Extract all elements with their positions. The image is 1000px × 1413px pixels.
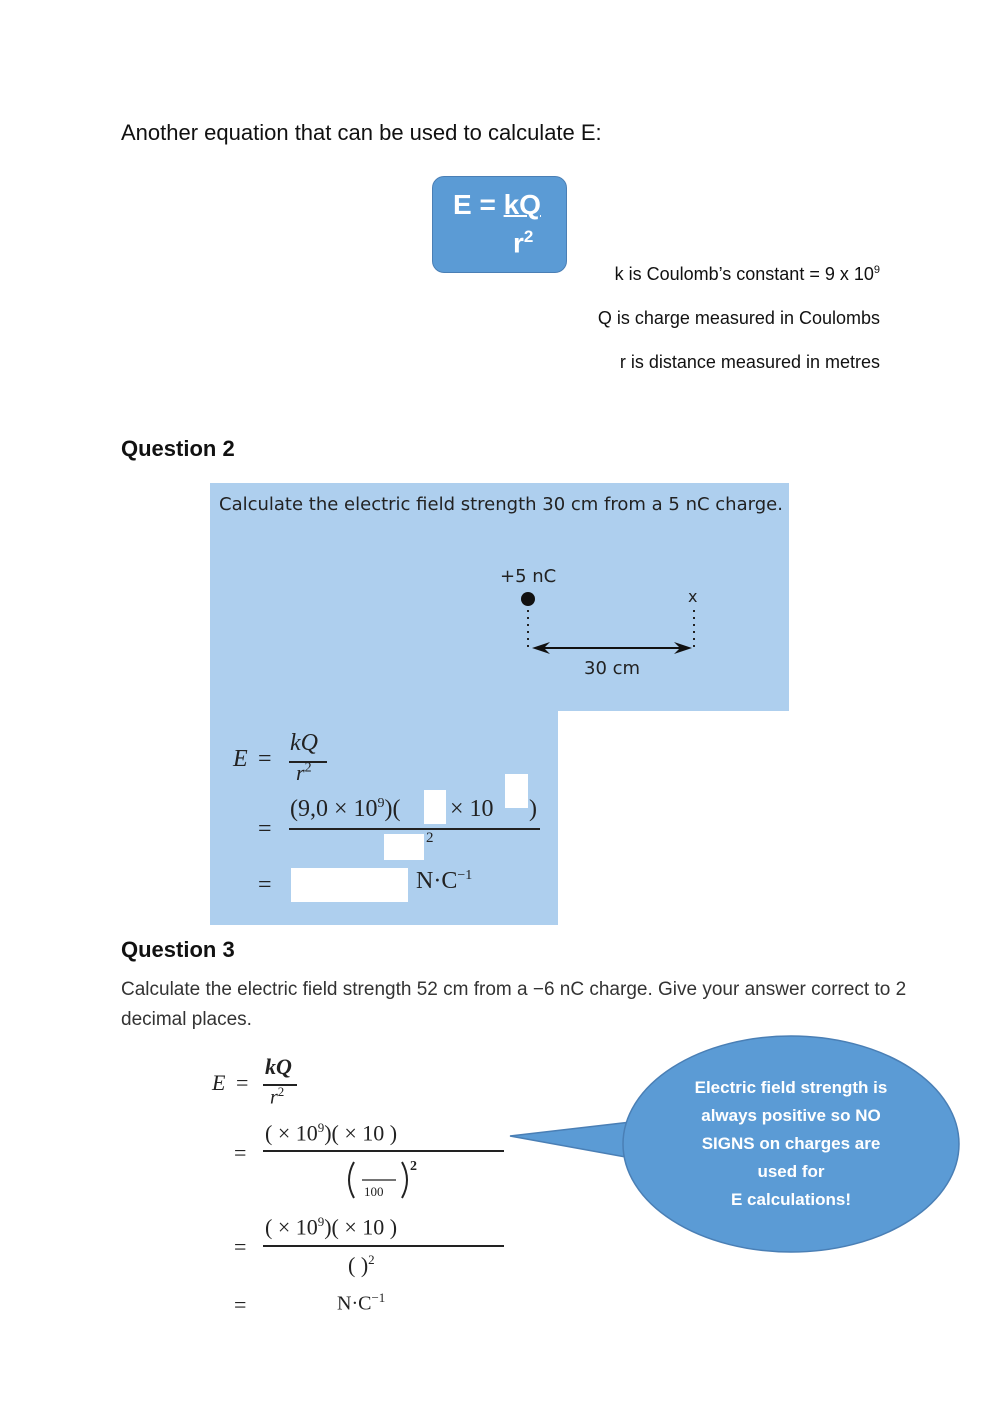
q2-substitution-numerator: $(9,0 \times 10^9)$( [290, 796, 401, 822]
q3-equals-4: = [234, 1292, 247, 1317]
q2-denominator-square: 2 [426, 830, 434, 846]
q3-numeric-denominator: ( )$^2$ [348, 1252, 375, 1278]
q3-equals-1: = [236, 1070, 249, 1095]
q3-denominator-r: $r^2$ [270, 1084, 285, 1109]
inner-denominator: 100 [364, 1184, 384, 1199]
q2-answer-blank-result[interactable] [291, 868, 408, 902]
q2-E-symbol: E [233, 746, 248, 772]
formula-bottom [513, 227, 533, 259]
point-label: x [688, 587, 698, 606]
q2-answer-blank-exponent[interactable] [505, 774, 528, 808]
formula-lhs: E = [453, 189, 504, 220]
callout-pointer [510, 1122, 631, 1158]
q2-denominator-r: $r^2$ [296, 760, 312, 785]
definition-q: Q is charge measured in Coulombs [597, 308, 880, 328]
definition-r: r is distance measured in metres [619, 352, 880, 372]
left-paren [349, 1162, 354, 1198]
q2-equals-1: = [258, 746, 272, 772]
charge-point [521, 592, 535, 606]
intro-text: Another equation that can be used to calculate E: [121, 120, 602, 145]
q2-fraction-bar-2 [289, 828, 540, 830]
question-2-heading: Question 2 [121, 436, 235, 461]
q2-answer-blank-distance[interactable] [384, 834, 424, 860]
q3-denominator-fraction [340, 1156, 430, 1206]
question-2-prompt: Calculate the electric field strength 30 cm from a 5 nC charge. [219, 494, 783, 515]
q3-numerator-kQ: kQ [265, 1054, 292, 1079]
q3-substitution-numerator: ( × $10^9)( \times 10$ ) [265, 1120, 398, 1146]
callout-text: Electric field strength is always positive so NO SIGNS on charges are used for E calculations! [694, 1078, 888, 1209]
charge-label: +5 nC [500, 566, 557, 587]
q2-times-ten: × 10 [450, 796, 494, 822]
formula-exponent: 2 [523, 227, 534, 246]
formula-denominator: r [513, 227, 524, 259]
square-exponent: 2 [410, 1159, 417, 1174]
q2-numerator-kQ: kQ [290, 730, 318, 756]
formula-numerator: kQ [503, 189, 541, 220]
q3-fraction-bar-2 [263, 1150, 504, 1152]
distance-label: 30 cm [584, 658, 641, 679]
formula-top [453, 189, 541, 221]
q3-numeric-numerator: ( × $10^9)( \times 10$ ) [265, 1214, 398, 1240]
q2-equals-2: = [258, 816, 272, 842]
question-3-heading: Question 3 [121, 937, 235, 962]
q3-E-symbol: E [212, 1070, 226, 1095]
q2-unit: $N\cdot C^{-1}$ [416, 868, 473, 894]
q2-close-paren: ) [529, 796, 537, 822]
charge-diagram [460, 560, 740, 690]
q3-equals-2: = [234, 1140, 247, 1165]
q2-answer-blank-coefficient[interactable] [424, 790, 446, 824]
q2-equals-3: = [258, 872, 272, 898]
formula-box [432, 176, 567, 273]
q3-unit: $N\cdot C^{-1}$ [337, 1290, 386, 1315]
question-3-prompt: Calculate the electric field strength 52 cm from a −6 nC charge. Give your answer correct to 2 decimal places. [121, 979, 907, 1030]
right-paren [402, 1162, 407, 1198]
definition-k: k is Coulomb’s constant = 9 x $10^9$ [614, 264, 880, 284]
q3-fraction-bar-3 [263, 1245, 504, 1247]
q3-equals-3: = [234, 1234, 247, 1259]
